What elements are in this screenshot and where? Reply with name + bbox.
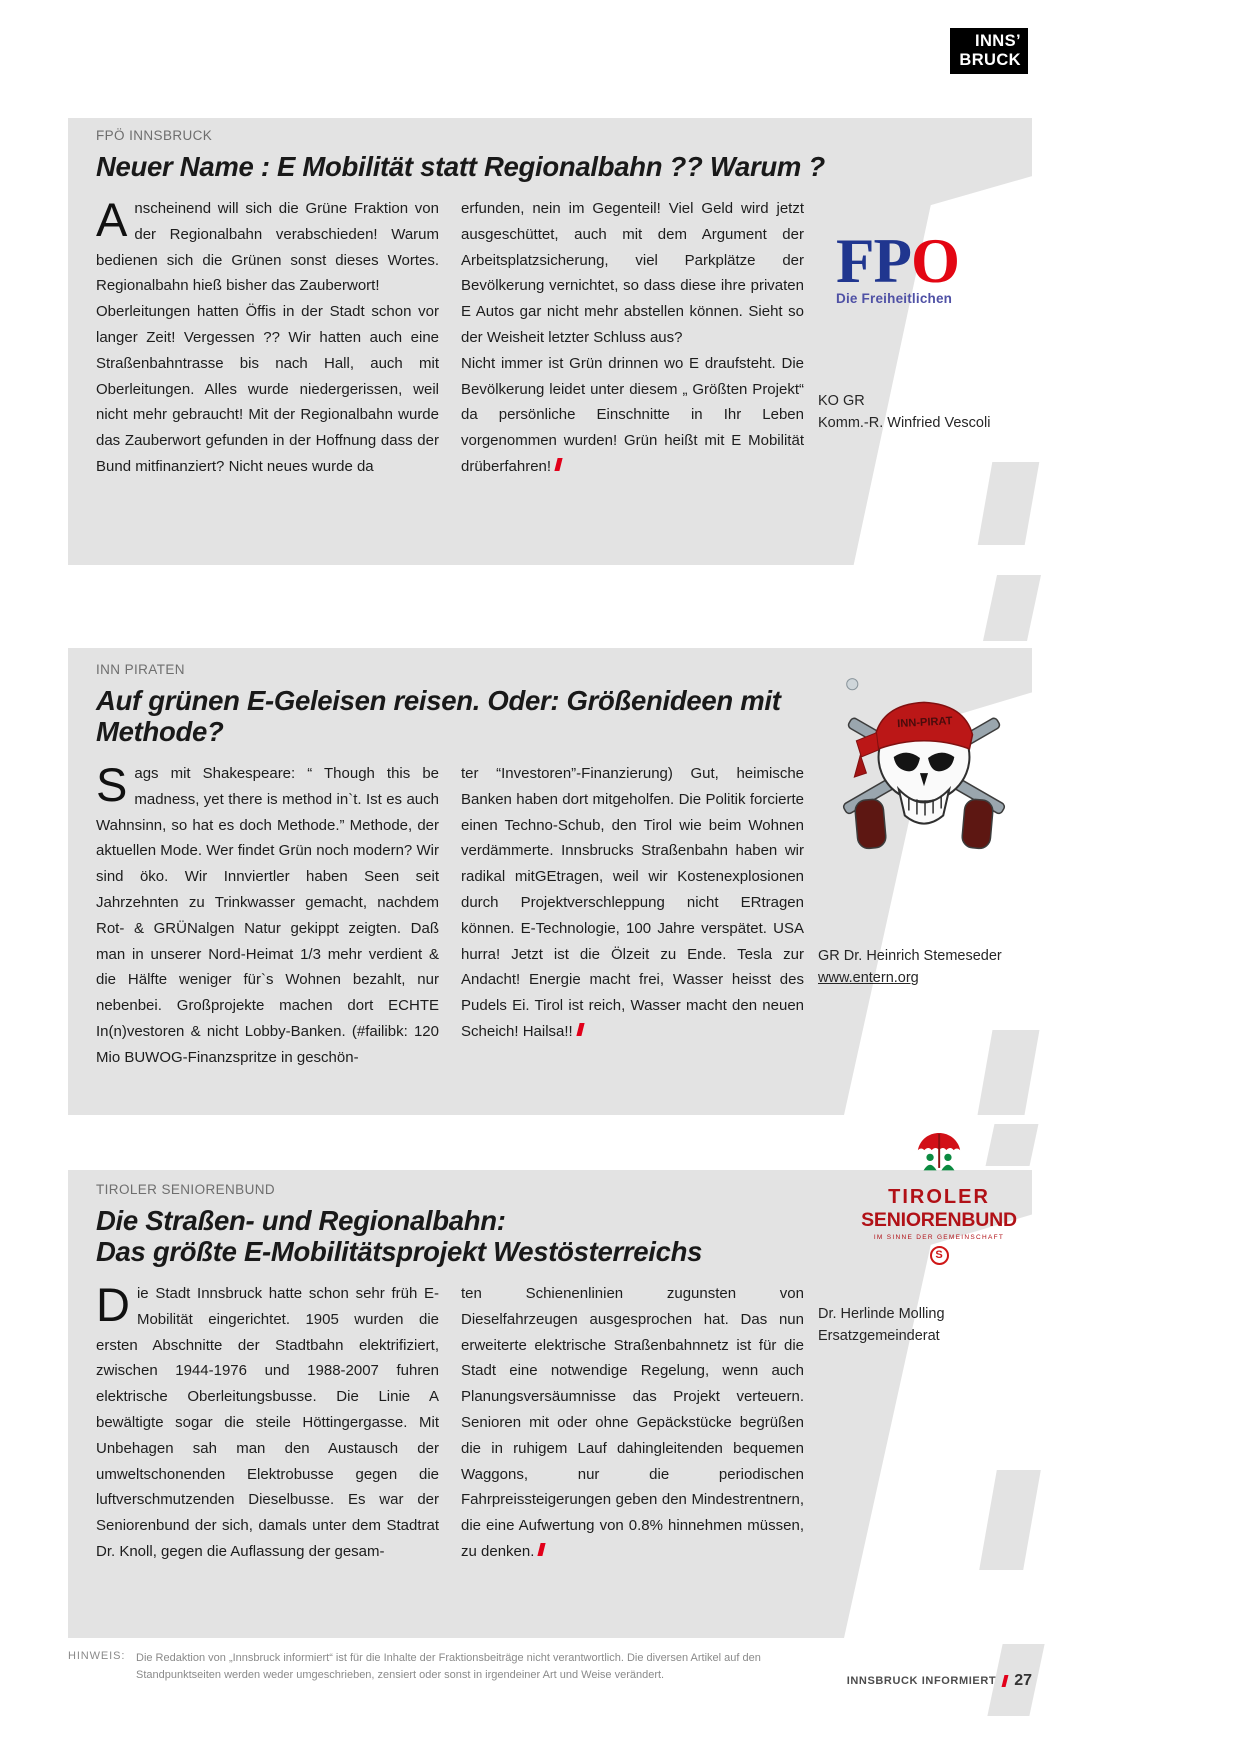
- article-headline: [96, 151, 836, 182]
- drop-cap: S: [96, 758, 128, 811]
- paragraph: ter “Investoren”-Finanzierung) Gut, heimische Banken haben dort mitgeholfen. Die Politik forcierte einen Techno-Schub, den Tirol wie beim Wohnen verdämmerte. Innsbrucks Straßenbahn haben wir radikal mitGEtragen, weil wir Kostenexplosionen durch Projektverschleppung nicht ERtragen können. E-Technologie, 100 Jahre verspätet. USA hurra! Jetzt ist die Ölzeit zu Ende. Tesla zur Andacht! Energie macht frei, Wasser heisst des Pudels Ei. Tirol ist reich, Wasser macht den neuen Scheich! Hailsa!!: [461, 765, 804, 1040]
- article-kicker: INN PIRATEN: [96, 662, 185, 677]
- body-column-left: [96, 193, 439, 480]
- fpo-letters: FP: [836, 226, 911, 296]
- article-headline: [96, 685, 836, 747]
- fpo-subtitle: Die Freiheitlichen: [836, 291, 953, 306]
- pirate-skull-icon: [838, 664, 1010, 861]
- end-mark-icon: [576, 1023, 584, 1036]
- author-name: GR Dr. Heinrich Stemeseder: [818, 948, 1002, 964]
- paragraph: ie Stadt Innsbruck hatte schon sehr früh E-Mobilität eingerichtet. 1905 wurden die ersten Abschnitte der Stadtbahn elektrifiziert, zwischen 1944-1976 und 1988-2007 fuhren elektrische Oberleitungsbusse. Die Linie A bewältigte sogar die steile Höttingergasse. Mit Unbehagen sah man den Austausch der umweltschonenden Elektrobusse gegen die luftverschmutzenden Dieselbusse. Es war der Seniorenbund der sich, damals unter dem Stadtrat Dr. Knoll, gegen die Auflassung der gesam-: [96, 1285, 439, 1560]
- inn-piraten-logo: [838, 664, 1010, 864]
- brand-line1: INNS’: [974, 32, 1021, 50]
- author-caption: [818, 1303, 945, 1347]
- drop-cap: A: [96, 193, 128, 246]
- paragraph: Oberleitungen hatten Öffis in der Stadt schon vor langer Zeit! Vergessen ?? Wir hatten auch eine Straßenbahntrasse bis nach Hall, auch mit Oberleitungen. Alles wurde niedergerissen, weil nicht mehr gebraucht! Mit der Regionalbahn wurde das Zauberwort gefunden in der Hoffnung dass der Bund mitfinanziert? Nicht neues wurde da: [96, 303, 439, 475]
- hinweis-line2: Standpunktseiten werden weder umgeschrieben, zensiert oder sonst in irgendeiner Art und Weise verändert.: [136, 1669, 665, 1681]
- body-column-right: [461, 1281, 804, 1565]
- seniorenbund-logo: [845, 1128, 1033, 1265]
- paragraph: Nicht immer ist Grün drinnen wo E draufsteht. Die Bevölkerung leidet unter diesem „ Größten Projekt“ da persönliche Einschnitte in Ihr Leben vorgenommen wurden! Grün heißt mit E Mobilität drüberfahren!: [461, 354, 804, 475]
- article-fpoe: [68, 118, 1032, 565]
- paragraph: erfunden, nein im Gegenteil! Viel Geld wird jetzt ausgeschüttet, auch mit dem Argument der Arbeitsplatzsicherung, viel Parkplätze der Bevölkerung vernichtet, so dass diese ihre privaten E Autos gar nicht mehr abstellen können. Sieht so der Weisheit letzter Schluss aus?: [461, 200, 804, 346]
- paragraph: ten Schienenlinien zugunsten von Dieselfahrzeugen ausgesprochen hat. Das nun erweiterte elektrische Straßenbahnnetz ist für die Stadt eine notwendige Regelung, wenn auch Planungsversäumnisse das Projekt verteuern. Senioren mit oder ohne Gepäckstücke begrüßen die in ruhigem Lauf dahingleitenden bequemen Waggons, nur die periodischen Fahrpreissteigerungen geben den Mindestrentnern, die eine Aufwertung von 0.8% hinnehmen müssen, zu denken.: [461, 1285, 804, 1560]
- author-title: Ersatzgemeinderat: [818, 1328, 940, 1344]
- author-caption: [818, 945, 1002, 989]
- magazine-name: INNSBRUCK INFORMIERT: [846, 1675, 997, 1687]
- end-mark-icon: [554, 458, 562, 471]
- body-column-left: [96, 758, 439, 1071]
- hinweis-text: [136, 1650, 761, 1684]
- author-name: Komm.-R. Winfried Vescoli: [818, 415, 991, 431]
- headline-line: Neuer Name : E Mobilität statt Regionalbahn ?? Warum ?: [96, 151, 825, 182]
- headline-line: Auf grünen E-Geleisen reisen. Oder: Größenideen mit Methode?: [96, 685, 781, 747]
- fpo-letter-o: O: [910, 226, 959, 296]
- hinweis-label: HINWEIS:: [68, 1650, 126, 1662]
- paragraph: nscheinend will sich die Grüne Fraktion von der Regionalbahn verabschieden! Warum bedienen sich die Grünen sonst dieses Wortes. Regionalbahn hieß bisher das Zauberwort!: [96, 200, 439, 295]
- author-title: KO GR: [818, 393, 865, 409]
- article-headline: [96, 1205, 836, 1267]
- author-caption: [818, 390, 990, 434]
- drop-cap: D: [96, 1278, 130, 1331]
- bandana-text: INN-PIRAT: [896, 715, 953, 731]
- seniorenbund-s-badge: S: [930, 1246, 949, 1265]
- article-kicker: FPÖ INNSBRUCK: [96, 128, 213, 143]
- end-mark-icon: [538, 1543, 546, 1556]
- author-name: Dr. Herlinde Molling: [818, 1306, 945, 1322]
- paragraph: ags mit Shakespeare: “ Though this be madness, yet there is method in`t. Ist es auch Wahnsinn, so hat es doch Methode.” Methode, der aktuellen Mode. Wer findet Grün noch modern? Wir sind öko. Wir Innviertler haben Seen seit Jahrzehnten zu Trinkwasser gemacht, nachdem Rot- & GRÜNalgen Natur gekippt zeigten. Daß man in unserer Nord-Heimat 1/3 mehr verdient & die Hälfte weniger für`s Wohnen bezahlt, nur nebenbei. Großprojekte machen dort ECHTE In(n)vestoren & nicht Lobby-Banken. (#failibk: 120 Mio BUWOG-Finanzspritze in geschön-: [96, 765, 439, 1066]
- headline-line: Die Straßen- und Regionalbahn:: [96, 1205, 506, 1236]
- brand-line2: BRUCK: [959, 51, 1021, 69]
- article-kicker: TIROLER SENIORENBUND: [96, 1182, 276, 1197]
- seniorenbund-slogan: IM SINNE DER GEMEINSCHAFT: [873, 1234, 1005, 1241]
- page-number: 27: [1014, 1672, 1032, 1689]
- seniorenbund-wordmark-line2: SENIORENBUND: [861, 1209, 1017, 1231]
- umbrella-icon: [913, 1128, 965, 1177]
- fpo-wordmark: [836, 226, 1006, 296]
- footer-pagination: [847, 1672, 1032, 1690]
- headline-line: Das größte E-Mobilitätsprojekt Westösterreichs: [96, 1236, 703, 1267]
- end-mark-icon: [1002, 1675, 1009, 1687]
- entern-link[interactable]: www.entern.org: [818, 970, 919, 986]
- body-column-right: [461, 761, 804, 1071]
- body-column-right: [461, 196, 804, 480]
- fpo-logo: [836, 226, 1006, 306]
- seniorenbund-wordmark-line1: TIROLER: [888, 1186, 990, 1208]
- body-column-left: [96, 1278, 439, 1565]
- hinweis-line1: Die Redaktion von „Innsbruck informiert“ ist für die Inhalte der Fraktionsbeiträge nicht verantwortlich. Die diversen Artikel auf den: [136, 1652, 761, 1664]
- innsbruck-brand-logo: [950, 28, 1028, 74]
- decorative-sliver: [983, 575, 1041, 641]
